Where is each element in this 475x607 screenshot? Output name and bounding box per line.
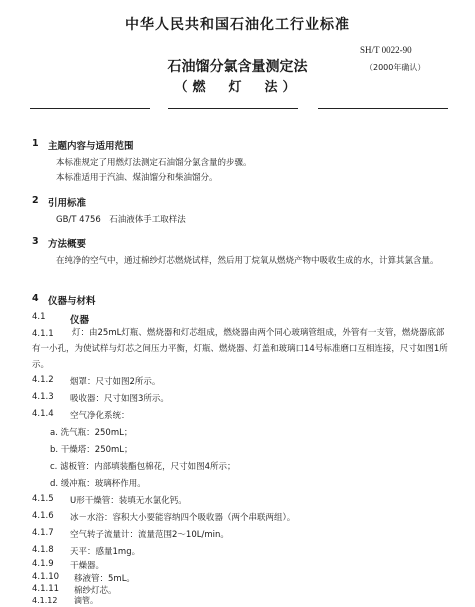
- item-4-1-12-number: 4.1.12: [32, 596, 58, 605]
- item-4-1-10-text: 移液管：5mL。: [74, 574, 135, 584]
- item-4-1-4-d-text: d. 缓冲瓶：玻璃杯作用。: [50, 479, 146, 489]
- section-4-number: 4: [32, 293, 39, 304]
- header-rule-left: [30, 108, 150, 109]
- item-4-1-1-number: 4.1.1: [32, 329, 54, 339]
- item-4-1-12-text: 滴管。: [74, 596, 98, 605]
- section-2-heading: 引用标准: [48, 198, 87, 209]
- item-4-1-4-a-text: a. 洗气瓶：250mL；: [50, 428, 133, 438]
- item-4-1-text: 仪器: [70, 315, 90, 326]
- item-4-1-4-c-text: c. 滤板管：内部填装酯包棉花，尺寸如图4所示；: [50, 462, 236, 472]
- item-4-1-6-number: 4.1.6: [32, 511, 54, 521]
- item-4-1-2-text: 烟罩：尺寸如图2所示。: [70, 377, 161, 387]
- item-4-1-1-text: 灯：由25mL灯瓶、燃烧器和灯芯组成，燃烧器由两个同心玻璃管组成，外管有一支管，燃烧器底部有一小孔，为使试样与灯芯之间压力平衡，灯瓶、燃烧器、灯盖和玻璃口14号标准磨口互相连接，尺寸如图1所示。: [32, 328, 448, 370]
- item-4-1-5-text: U形干燥管：装填无水氯化钙。: [70, 496, 187, 506]
- standard-series-title: 中华人民共和国石油化工行业标准: [125, 17, 350, 33]
- header-rule-right: [318, 108, 448, 109]
- document-title: 石油馏分氯含量测定法: [167, 59, 308, 75]
- item-4-1-3-number: 4.1.3: [32, 392, 54, 402]
- item-4-1-2-number: 4.1.2: [32, 375, 54, 385]
- item-4-1-4-number: 4.1.4: [32, 409, 54, 419]
- standard-confirmation-note: （2000年确认）: [365, 63, 426, 72]
- document-subtitle: （燃 灯 法）: [174, 80, 301, 95]
- item-4-1-6-text: 冰－水浴：容积大小要能容纳四个吸收器（两个串联两组）。: [70, 513, 296, 523]
- section-3-paragraph-1: 在纯净的空气中，通过棉纱灯芯燃烧试样，然后用丁烷氧从燃烧产物中吸收生成的水，计算其氯含量。: [56, 256, 439, 266]
- section-2-number: 2: [32, 195, 39, 206]
- item-4-1-4-b-text: b. 干燥塔：250mL；: [50, 445, 133, 455]
- section-3-heading: 方法概要: [48, 239, 87, 250]
- section-4-heading: 仪器与材料: [48, 296, 96, 307]
- header-rule-middle: [168, 108, 298, 109]
- item-4-1-11-text: 棉纱灯芯。: [74, 586, 117, 596]
- section-1-number: 1: [32, 138, 39, 149]
- item-4-1-8-text: 天平：感量1mg。: [70, 547, 141, 557]
- item-4-1-number: 4.1: [32, 312, 46, 322]
- section-1-paragraph-2: 本标准适用于汽油、煤油馏分和柴油馏分。: [56, 173, 218, 183]
- item-4-1-9-text: 干燥器。: [70, 561, 105, 571]
- item-4-1-11-number: 4.1.11: [32, 584, 60, 594]
- section-1-heading: 主题内容与适用范围: [48, 141, 134, 152]
- item-4-1-5-number: 4.1.5: [32, 494, 54, 504]
- section-2-paragraph-1: GB/T 4756 石油液体手工取样法: [56, 215, 186, 225]
- section-1-paragraph-1: 本标准规定了用燃灯法测定石油馏分氯含量的步骤。: [56, 158, 252, 168]
- section-3-number: 3: [32, 236, 39, 247]
- item-4-1-10-number: 4.1.10: [32, 572, 60, 582]
- item-4-1-4-text: 空气净化系统：: [70, 411, 130, 421]
- item-4-1-8-number: 4.1.8: [32, 545, 54, 555]
- item-4-1-7-number: 4.1.7: [32, 528, 54, 538]
- item-4-1-9-number: 4.1.9: [32, 559, 54, 569]
- standard-code: SH/T 0022-90: [360, 45, 412, 55]
- item-4-1-3-text: 吸收器：尺寸如图3所示。: [70, 394, 169, 404]
- item-4-1-7-text: 空气转子流量计：流量范围2～10L/min。: [70, 530, 229, 540]
